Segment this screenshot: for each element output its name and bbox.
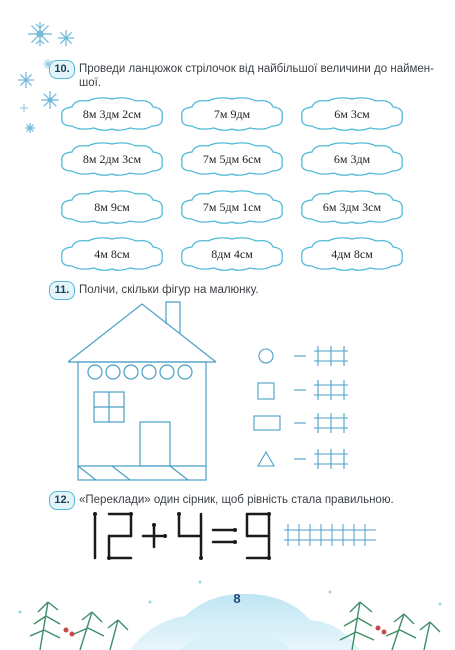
quantity-label: 8м 9см [94,200,130,214]
door [140,422,170,466]
task-11-text: Полічи, скільки фігур на малюнку. [79,284,259,296]
quantity-label: 8дм 4см [211,247,253,261]
quantity-label: 8м 3дм 2см [82,107,142,121]
quantity-cloud [58,236,166,272]
quantity-cloud [58,141,166,177]
winter-landscape-decoration [0,572,455,650]
answer-grid-rectangles [314,413,348,433]
task-10-text-line2: шої. [79,77,102,89]
quantity-cloud [178,236,286,272]
answer-grid-task12 [282,520,378,550]
matchstick-equation [85,508,275,564]
quantity-label: 4дм 8см [331,247,373,261]
quantity-cloud [298,141,406,177]
quantity-cloud [298,189,406,225]
quantity-cloud [298,236,406,272]
quantity-cloud [178,96,286,132]
page-number: 8 [233,591,241,606]
house-figure [60,298,230,488]
task-12-number: 12. [49,491,75,510]
quantity-label: 4м 8см [94,247,130,261]
quantity-label: 7м 5дм 6см [202,152,262,166]
task-10-number: 10. [49,60,75,79]
task-11-number: 11. [49,281,75,300]
task-12-text: «Переклади» один сірник, щоб рівність стала правильною. [79,494,394,506]
answer-grid-squares [314,380,348,400]
rectangle-icon [254,416,280,430]
quantity-cloud [298,96,406,132]
quantity-cloud [178,189,286,225]
triangle-icon [258,452,274,466]
quantity-cloud [58,96,166,132]
shape-count-table [250,344,360,474]
quantity-label: 6м 3дм [333,152,371,166]
roof [68,304,216,362]
quantity-label: 7м 5дм 1см [202,200,262,214]
house-wall [78,362,206,480]
quantity-label: 6м 3см [334,107,370,121]
quantity-label: 6м 3дм 3см [322,200,382,214]
quantity-label: 7м 9дм [213,107,251,121]
answer-grid-triangles [314,449,348,469]
quantity-cloud [178,141,286,177]
quantity-cloud [58,189,166,225]
square-icon [258,383,274,399]
chimney [166,302,180,334]
task-10-text-line1: Проведи ланцюжок стрілочок від найбільшої величини до наймен- [79,63,434,75]
circle-icon [259,349,273,363]
answer-grid-circles [314,346,348,366]
quantity-label: 8м 2дм 3см [82,152,142,166]
